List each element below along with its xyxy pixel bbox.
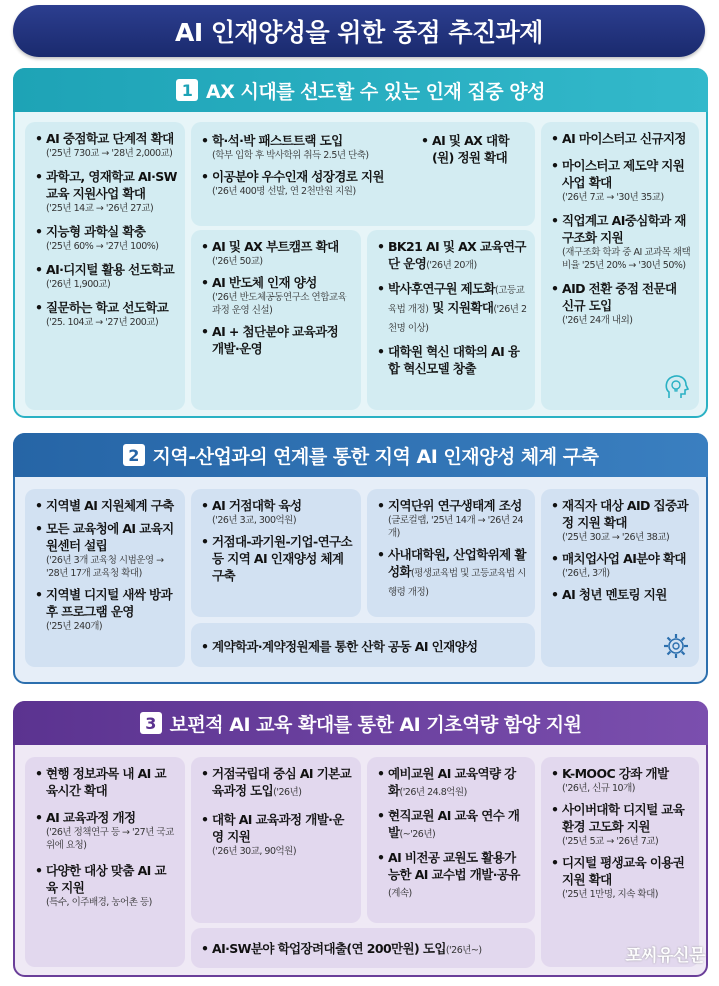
section-1 [13,68,708,418]
list-item: • 대학원 혁신 대학의 AI 융합 혁신모델 창출 [377,343,527,377]
section-number: 1 [176,79,198,101]
s1-top-box [191,122,535,226]
s3-col4 [541,757,699,967]
s1-col1 [25,122,185,410]
section-2 [13,433,708,684]
s1-col2 [191,230,361,410]
list-item: • 사이버대학 디지털 교육환경 고도화 지원 ('25년 5교 → '26년 7교) [551,801,691,848]
list-item: • 디지털 평생교육 이용권 지원 확대 ('25년 1만명, 지속 확대) [551,854,691,901]
s2-col1 [25,489,185,667]
section-title: 보편적 AI 교육 확대를 통한 AI 기초역량 함양 지원 [169,713,582,736]
list-item: • 다양한 대상 맞춤 AI 교육 지원 (특수, 이주배경, 농어촌 등) [35,862,177,909]
s3-col2 [191,757,361,923]
list-item: • AI 중점학교 단계적 확대 ('25년 730교 → '28년 2,000교) [35,130,177,160]
list-item: • AI 및 AX 부트캠프 확대 ('26년 50교) [201,238,353,268]
list-item: • AI·디지털 활용 선도학교 ('26년 1,900교) [35,261,177,291]
s1-col4 [541,122,699,410]
page-title: AI 인재양성을 위한 중점 추진과제 [13,5,705,57]
list-item: • 거점대-과기원-기업-연구소 등 지역 AI 인재양성 체계 구축 [201,533,353,584]
list-item: • 대학 AI 교육과정 개발·운영 지원 ('26년 30교, 90억원) [201,811,353,858]
section-title: 지역-산업과의 연계를 통한 지역 AI 인재양성 체계 구축 [152,445,599,468]
gear-icon [661,631,691,661]
list-item: • AID 전환 중점 전문대 신규 도입 ('26년 24개 내외) [551,280,691,327]
list-item: • AI·SW분야 학업장려대출(연 200만원) 도입('26년~) [201,940,482,959]
list-item: • 예비교원 AI 교육역량 강화('26년 24.8억원) [377,765,527,801]
list-item: • 과학고, 영재학교 AI·SW 교육 지원사업 확대 ('25년 14교 → '26년 27교) [35,168,177,215]
list-item: • AI + 첨단분야 교육과정 개발·운영 [201,323,353,357]
list-item: • 지역별 AI 지원체계 구축 [35,497,177,514]
watermark-logo: 포씨유신문 [625,946,705,966]
s2-col4 [541,489,699,667]
section-1-heading [13,68,708,112]
list-item: • AI 청년 멘토링 지원 [551,586,691,603]
list-item: • AI 및 AX 대학(원) 정원 확대 [421,132,529,166]
list-item: • 마이스터고 제도약 지원사업 확대 ('26년 7교 → '30년 35교) [551,157,691,204]
s2-col3 [367,489,535,617]
list-item: • 지역단위 연구생태계 조성 (글로컬랩, '25년 14개 → '26년 24개) [377,497,527,540]
list-item: • 지능형 과학실 확충 ('25년 60% → '27년 100%) [35,223,177,253]
list-item: • 지역별 디지털 새싹 방과후 프로그램 운영 ('25년 240개) [35,586,177,633]
section-2-heading [13,433,708,477]
s2-wide-box [191,623,535,667]
head-bulb-icon [661,372,691,402]
s2-col2 [191,489,361,617]
list-item: • 질문하는 학교 선도학교 ('25. 104교 → '27년 200교) [35,299,177,329]
s1-col3 [367,230,535,410]
section-number: 3 [140,712,162,734]
list-item: • BK21 AI 및 AX 교육연구단 운영('26년 20개) [377,238,527,274]
list-item: • 직업계고 AI중심학과 재구조화 지원 (재구조화 학과 중 AI 교과목 채택 비율 '25년 20% → '30년 50%) [551,212,691,272]
s3-wide-box [191,928,535,968]
list-item: • 현행 정보과목 내 AI 교육시간 확대 [35,765,177,799]
section-title: AX 시대를 선도할 수 있는 인재 집중 양성 [206,80,545,103]
list-item: • 재직자 대상 AID 집중과정 지원 확대 ('25년 30교 → '26년 38교) [551,497,691,544]
list-item: • K-MOOC 강좌 개발 ('26년, 신규 10개) [551,765,691,795]
list-item: • 거점국립대 중심 AI 기본교육과정 도입('26년) [201,765,353,801]
section-3 [13,701,708,977]
list-item: • 매치업사업 AI분야 확대 ('26년, 3개) [551,550,691,580]
list-item: • AI 비전공 교원도 활용가능한 AI 교수법 개발·공유(계속) [377,849,527,902]
list-item: • 현직교원 AI 교육 연수 개발(~'26년) [377,807,527,843]
section-number: 2 [123,444,145,466]
s3-col1 [25,757,185,967]
list-item: • 학·석·박 패스트트랙 도입 (학부 입학 후 박사학위 취득 2.5년 단축) [201,132,416,162]
list-item: • 사내대학원, 산업학위제 활성화(평생교육법 및 고등교육법 시행령 개정) [377,546,527,601]
list-item: • 모든 교육청에 AI 교육지원센터 설립 ('26년 3개 교육청 시범운영 → '28년 17개 교육청 확대) [35,520,177,580]
list-item: • 계약학과·계약정원제를 통한 산학 공동 AI 인재양성 [201,638,478,655]
section-3-heading [13,701,708,745]
list-item: • AI 마이스터고 신규지정 [551,130,691,147]
list-item: • AI 반도체 인재 양성 ('26년 반도체공동연구소 연합교육과정 운영 신설) [201,274,353,317]
s3-col3 [367,757,535,923]
list-item: • 박사후연구원 제도화(고등교육법 개정) 및 지원확대('26년 2천명 이상) [377,280,527,337]
list-item: • 이공분야 우수인재 성장경로 지원 ('26년 400명 선발, 연 2천만원 지원) [201,168,416,198]
list-item: • AI 교육과정 개정 ('26년 정책연구 등 → '27년 국교위에 요청) [35,809,177,852]
list-item: • AI 거점대학 육성 ('26년 3교, 300억원) [201,497,353,527]
